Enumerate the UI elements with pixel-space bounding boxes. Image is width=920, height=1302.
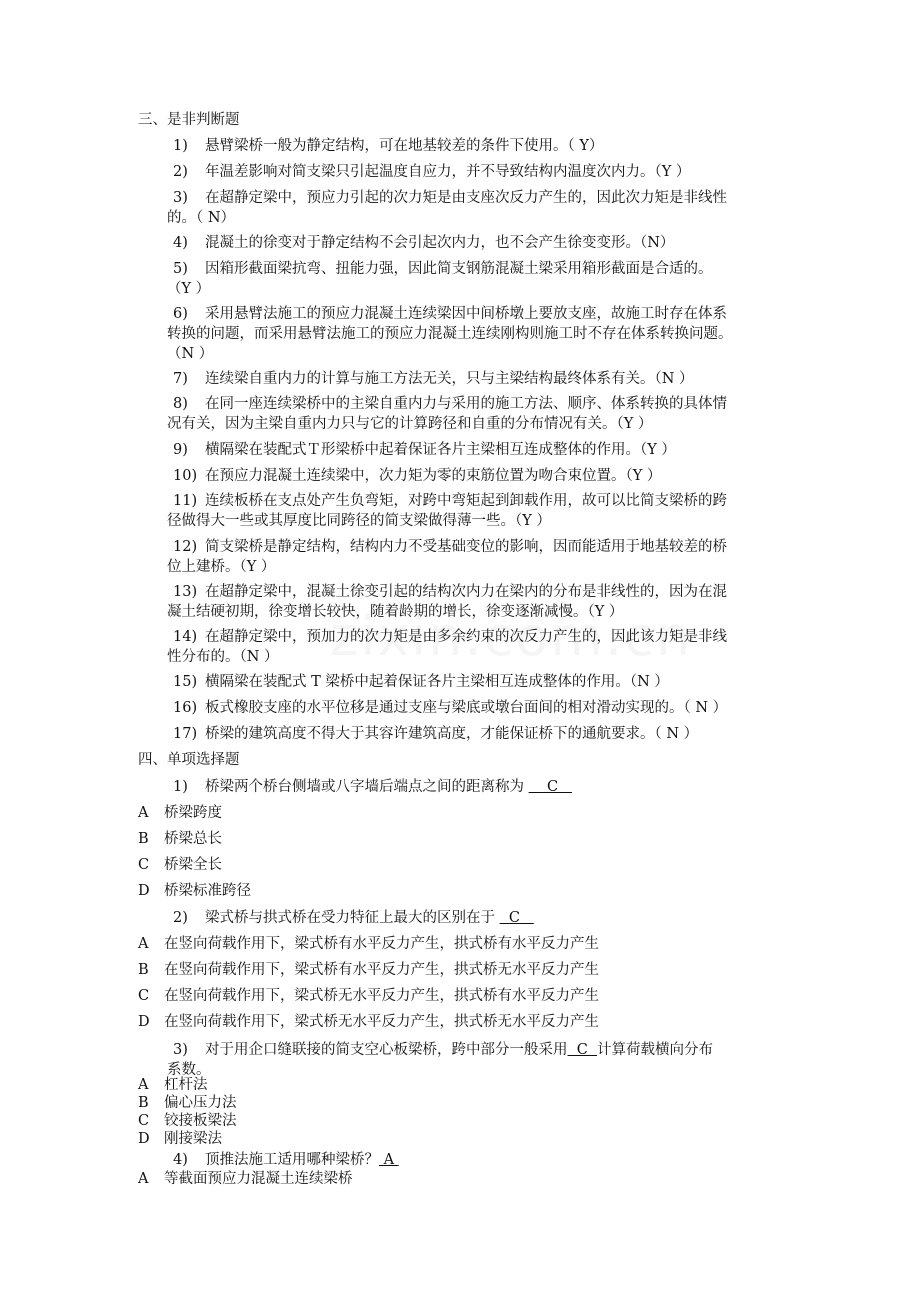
- item-continuation: 性分布的。（N ）: [167, 649, 279, 665]
- option-letter: C: [138, 988, 150, 1004]
- item-number: 3): [173, 190, 188, 206]
- item-continuation: 转换的问题，而采用悬臂法施工的预应力混凝土连续刚构则施工时不存在体系转换问题。: [167, 326, 733, 342]
- item-number: 6): [173, 306, 188, 322]
- item-text: 在超静定梁中，混凝土徐变引起的结构次内力在梁内的分布是非线性的，因为在混: [205, 584, 727, 600]
- judgement-item-9: [173, 439, 800, 461]
- item-number: 16): [173, 700, 198, 716]
- option-c: [138, 986, 599, 1006]
- item-number: 9): [173, 442, 188, 458]
- option-a: [138, 934, 599, 954]
- option-d: [138, 1130, 222, 1148]
- item-number: 1): [173, 138, 188, 154]
- option-text: 在竖向荷载作用下，梁式桥有水平反力产生，拱式桥无水平反力产生: [164, 962, 599, 978]
- item-text: 连续板桥在支点处产生负弯矩，对跨中弯矩起到卸载作用，故可以比简支梁桥的跨: [205, 493, 727, 509]
- judgement-item-3: [167, 188, 800, 228]
- judgement-item-4: [173, 232, 800, 254]
- option-a: [138, 1076, 208, 1094]
- option-d: [138, 881, 251, 901]
- item-text: 简支梁桥是静定结构，结构内力不受基础变位的影响，因而能适用于地基较差的桥: [205, 539, 727, 555]
- item-continuation: 径做得大一些或其厚度比同跨径的简支梁做得薄一些。（Y ）: [167, 513, 551, 529]
- item-text: 板式橡胶支座的水平位移是通过支座与梁底或墩台面间的相对滑动实现的。（ N ）: [205, 700, 728, 716]
- option-letter: B: [138, 831, 149, 847]
- option-b: [138, 960, 599, 980]
- judgement-item-5: [167, 259, 800, 299]
- option-text: 等截面预应力混凝土连续梁桥: [164, 1171, 353, 1187]
- option-letter: A: [138, 1171, 149, 1187]
- item-text: 在超静定梁中，预应力引起的次力矩是由支座次反力产生的，因此次力矩是非线性: [205, 190, 727, 206]
- question-text: 顶推法施工适用哪种梁桥？: [205, 1152, 379, 1168]
- judgement-item-8: [167, 394, 800, 434]
- choice-question-1: [173, 776, 800, 798]
- option-text: 在竖向荷载作用下，梁式桥无水平反力产生，拱式桥有水平反力产生: [164, 988, 599, 1004]
- item-text: 采用悬臂法施工的预应力混凝土连续梁因中间桥墩上要放支座，故施工时存在体系: [205, 306, 727, 322]
- judgement-item-6: [167, 304, 800, 364]
- watermark: [330, 605, 692, 668]
- item-continuation: 的。（ N）: [167, 210, 236, 226]
- item-text: 横隔梁在装配式 T 梁桥中起着保证各片主梁相互连成整体的作用。（N ）: [205, 674, 669, 690]
- item-continuation: 凝土结硬初期，徐变增长较快，随着龄期的增长，徐变逐渐减慢。（Y ）: [167, 604, 624, 620]
- option-d: [138, 1012, 599, 1032]
- item-continuation: 位上建桥。（Y ）: [167, 559, 276, 575]
- choice-question-2: [173, 907, 800, 929]
- item-number: 5): [173, 261, 188, 277]
- judgement-item-12: [167, 537, 800, 577]
- item-text: 在同一座连续梁桥中的主梁自重内力与采用的施工方法、顺序、体系转换的具体情: [205, 396, 727, 412]
- item-number: 12): [173, 539, 198, 555]
- item-number: 15): [173, 674, 198, 690]
- item-text: 连续梁自重内力的计算与施工方法无关，只与主梁结构最终体系有关。（N ）: [205, 371, 694, 387]
- item-continuation-2: （N ）: [167, 346, 214, 362]
- option-b: [138, 829, 222, 849]
- section-4-title: 四、单项选择题: [138, 752, 240, 768]
- section-3-title: 三、是非判断题: [138, 112, 240, 128]
- choice-question-4: [173, 1150, 800, 1170]
- option-text: 铰接板梁法: [164, 1113, 237, 1129]
- option-a: [138, 803, 222, 823]
- item-text: 因箱形截面梁抗弯、扭能力强，因此简支钢筋混凝土梁采用箱形截面是合适的。: [205, 261, 713, 277]
- option-letter: D: [138, 1014, 150, 1030]
- option-text: 杠杆法: [164, 1077, 208, 1093]
- judgement-item-10: [173, 465, 800, 487]
- item-number: 10): [173, 468, 198, 484]
- item-text: 桥梁的建筑高度不得大于其容许建筑高度，才能保证桥下的通航要求。（ N ）: [205, 726, 699, 742]
- item-text: 在超静定梁中，预加力的次力矩是由多余约束的次反力产生的，因此该力矩是非线: [205, 629, 727, 645]
- judgement-item-16: [173, 697, 800, 719]
- answer-blank: C: [499, 910, 534, 926]
- judgement-item-15: [173, 671, 800, 693]
- option-text: 桥梁总长: [164, 831, 222, 847]
- item-number: 4): [173, 235, 188, 251]
- choice-question-3: [167, 1040, 800, 1080]
- question-number: 1): [173, 779, 188, 795]
- judgement-item-11: [167, 491, 800, 531]
- option-letter: D: [138, 883, 150, 899]
- option-letter: A: [138, 936, 149, 952]
- option-letter: A: [138, 805, 149, 821]
- item-text: 在预应力混凝土连续梁中，次力矩为零的束筋位置为吻合束位置。（Y ）: [205, 468, 662, 484]
- option-letter: B: [138, 962, 149, 978]
- item-text: 悬臂梁桥一般为静定结构，可在地基较差的条件下使用。（ Y）: [205, 138, 604, 154]
- question-number: 4): [173, 1152, 188, 1168]
- question-text: 桥梁两个桥台侧墙或八字墙后端点之间的距离称为: [205, 779, 529, 795]
- option-text: 偏心压力法: [164, 1095, 237, 1111]
- option-letter: C: [138, 1113, 150, 1129]
- item-continuation: （Y ）: [167, 281, 211, 297]
- item-number: 14): [173, 629, 198, 645]
- answer-blank: C: [528, 779, 572, 795]
- item-text: 混凝土的徐变对于静定结构不会引起次内力，也不会产生徐变变形。（N）: [205, 235, 675, 251]
- judgement-item-7: [173, 368, 800, 390]
- answer-blank: A: [379, 1152, 399, 1168]
- option-b: [138, 1094, 237, 1112]
- answer-blank: C: [567, 1042, 598, 1058]
- question-text-end: 计算荷载横向分布: [597, 1042, 714, 1058]
- option-text: 在竖向荷载作用下，梁式桥有水平反力产生，拱式桥有水平反力产生: [164, 936, 599, 952]
- question-text: 对于用企口缝联接的简支空心板梁桥，跨中部分一般采用: [205, 1042, 568, 1058]
- item-number: 8): [173, 396, 188, 412]
- item-number: 7): [173, 371, 188, 387]
- option-a: [138, 1169, 353, 1189]
- option-letter: A: [138, 1077, 149, 1093]
- option-c: [138, 855, 222, 875]
- item-number: 17): [173, 726, 198, 742]
- item-text: 横隔梁在装配式Ｔ形梁桥中起着保证各片主梁相互连成整体的作用。（Y ）: [205, 442, 676, 458]
- option-text: 刚接梁法: [164, 1131, 222, 1147]
- option-letter: C: [138, 857, 150, 873]
- judgement-item-2: [173, 161, 800, 183]
- item-continuation: 况有关，因为主梁自重内力只与它的计算跨径和自重的分布情况有关。（Y ）: [167, 416, 653, 432]
- item-number: 11): [173, 493, 198, 509]
- judgement-item-1: [173, 135, 800, 157]
- option-text: 桥梁全长: [164, 857, 222, 873]
- item-text: 年温差影响对简支梁只引起温度自应力，并不导致结构内温度次内力。（Y ）: [205, 164, 691, 180]
- question-text: 梁式桥与拱式桥在受力特征上最大的区别在于: [205, 910, 500, 926]
- judgement-item-17: [173, 723, 800, 745]
- question-continuation: 系数。: [167, 1062, 211, 1078]
- item-number: 13): [173, 584, 198, 600]
- option-letter: D: [138, 1131, 150, 1147]
- option-text: 在竖向荷载作用下，梁式桥无水平反力产生，拱式桥无水平反力产生: [164, 1014, 599, 1030]
- option-c: [138, 1112, 237, 1130]
- option-text: 桥梁跨度: [164, 805, 222, 821]
- question-number: 3): [173, 1042, 188, 1058]
- question-number: 2): [173, 910, 188, 926]
- item-number: 2): [173, 164, 188, 180]
- option-letter: B: [138, 1095, 149, 1111]
- option-text: 桥梁标准跨径: [164, 883, 251, 899]
